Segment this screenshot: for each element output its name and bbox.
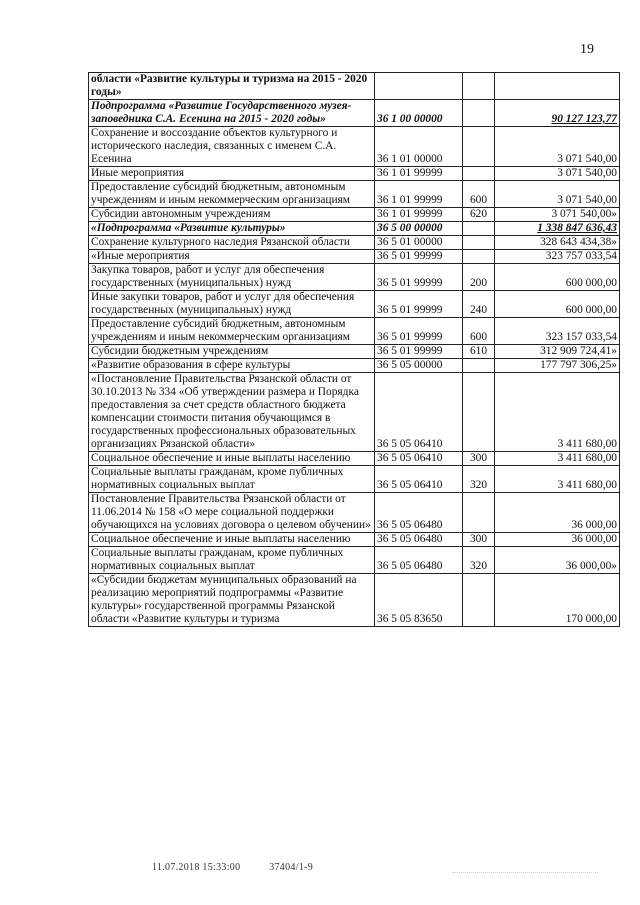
row-kind-cell — [463, 127, 495, 167]
row-kind-cell — [463, 100, 495, 127]
row-sum-cell: 328 643 434,38» — [495, 236, 620, 250]
table-row — [89, 73, 620, 100]
table-row — [89, 222, 620, 236]
table-row — [89, 291, 620, 318]
row-code-cell: 36 5 01 99999 — [375, 318, 463, 345]
row-code-cell: 36 5 01 99999 — [375, 250, 463, 264]
row-code-cell: 36 5 05 06410 — [375, 452, 463, 466]
row-name-cell: области «Развитие культуры и туризма на 2015 - 2020 годы» — [89, 73, 375, 100]
row-kind-cell — [463, 222, 495, 236]
row-sum-cell: 90 127 123,77 — [495, 100, 620, 127]
row-sum-cell: 323 757 033,54 — [495, 250, 620, 264]
table-row — [89, 452, 620, 466]
row-code-cell: 36 5 05 06480 — [375, 533, 463, 547]
faint-stamp — [452, 862, 598, 873]
row-kind-cell — [463, 167, 495, 181]
row-kind-cell: 320 — [463, 466, 495, 493]
row-name-cell: Иные мероприятия — [89, 167, 375, 181]
row-sum-cell — [495, 73, 620, 100]
row-kind-cell: 320 — [463, 547, 495, 574]
row-name-cell: Сохранение культурного наследия Рязанской области — [89, 236, 375, 250]
table-row — [89, 493, 620, 533]
footer — [152, 862, 339, 873]
row-sum-cell: 600 000,00 — [495, 291, 620, 318]
table-row — [89, 167, 620, 181]
row-sum-cell: 3 071 540,00 — [495, 181, 620, 208]
row-sum-cell: 36 000,00 — [495, 493, 620, 533]
row-name-cell: Субсидии автономным учреждениям — [89, 208, 375, 222]
row-code-cell: 36 5 01 99999 — [375, 345, 463, 359]
row-code-cell: 36 1 01 00000 — [375, 127, 463, 167]
row-kind-cell: 300 — [463, 452, 495, 466]
table-row — [89, 127, 620, 167]
row-sum-cell: 3 411 680,00 — [495, 452, 620, 466]
row-sum-cell: 3 071 540,00 — [495, 167, 620, 181]
row-code-cell: 36 5 01 99999 — [375, 291, 463, 318]
row-code-cell: 36 5 05 00000 — [375, 359, 463, 373]
table-row — [89, 100, 620, 127]
row-kind-cell: 610 — [463, 345, 495, 359]
row-code-cell: 36 1 01 99999 — [375, 181, 463, 208]
row-code-cell: 36 5 05 06480 — [375, 493, 463, 533]
row-code-cell: 36 5 00 00000 — [375, 222, 463, 236]
row-name-cell: Предоставление субсидий бюджетным, автономным учреждениям и иным некоммерческим организациям — [89, 181, 375, 208]
row-sum-cell: 170 000,00 — [495, 574, 620, 627]
row-sum-cell: 3 071 540,00 — [495, 127, 620, 167]
row-code-cell: 36 5 05 06410 — [375, 466, 463, 493]
row-name-cell: Подпрограмма «Развитие Государственного музея-заповедника С.А. Есенина на 2015 - 2020 годы» — [89, 100, 375, 127]
row-kind-cell: 600 — [463, 181, 495, 208]
row-code-cell — [375, 73, 463, 100]
row-code-cell: 36 5 01 00000 — [375, 236, 463, 250]
row-sum-cell: 177 797 306,25» — [495, 359, 620, 373]
budget-table — [88, 72, 620, 627]
footer-timestamp: 11.07.2018 15:33:00 — [152, 862, 241, 873]
row-kind-cell — [463, 373, 495, 452]
row-code-cell: 36 5 05 83650 — [375, 574, 463, 627]
row-sum-cell: 3 411 680,00 — [495, 466, 620, 493]
row-sum-cell: 3 411 680,00 — [495, 373, 620, 452]
table-row — [89, 373, 620, 452]
row-code-cell: 36 1 01 99999 — [375, 167, 463, 181]
table-row — [89, 345, 620, 359]
row-sum-cell: 36 000,00 — [495, 533, 620, 547]
row-kind-cell — [463, 574, 495, 627]
row-kind-cell — [463, 359, 495, 373]
row-name-cell: «Субсидии бюджетам муниципальных образований на реализацию мероприятий подпрограммы «Развитие культуры» государственной программы Рязанской области «Развитие культуры и туризма — [89, 574, 375, 627]
row-name-cell: Иные закупки товаров, работ и услуг для обеспечения государственных (муниципальных) нужд — [89, 291, 375, 318]
row-name-cell: Сохранение и воссоздание объектов культурного и исторического наследия, связанных с именем С.А. Есенина — [89, 127, 375, 167]
table-row — [89, 466, 620, 493]
row-code-cell: 36 5 05 06410 — [375, 373, 463, 452]
row-sum-cell: 3 071 540,00» — [495, 208, 620, 222]
row-name-cell: Постановление Правительства Рязанской области от 11.06.2014 № 158 «О мере социальной поддержки обучающихся на условиях договора о целевом обучении» — [89, 493, 375, 533]
row-kind-cell: 620 — [463, 208, 495, 222]
row-kind-cell — [463, 250, 495, 264]
row-name-cell: «Иные мероприятия — [89, 250, 375, 264]
table-row — [89, 318, 620, 345]
row-sum-cell: 36 000,00» — [495, 547, 620, 574]
row-kind-cell: 200 — [463, 264, 495, 291]
row-name-cell: Социальное обеспечение и иные выплаты населению — [89, 452, 375, 466]
row-name-cell: «Подпрограмма «Развитие культуры» — [89, 222, 375, 236]
row-code-cell: 36 1 00 00000 — [375, 100, 463, 127]
table-row — [89, 236, 620, 250]
row-code-cell: 36 5 01 99999 — [375, 264, 463, 291]
table-row — [89, 208, 620, 222]
row-sum-cell: 312 909 724,41» — [495, 345, 620, 359]
table-row — [89, 250, 620, 264]
row-code-cell: 36 5 05 06480 — [375, 547, 463, 574]
row-kind-cell: 300 — [463, 533, 495, 547]
row-kind-cell: 240 — [463, 291, 495, 318]
row-code-cell: 36 1 01 99999 — [375, 208, 463, 222]
row-kind-cell — [463, 493, 495, 533]
row-name-cell: Социальные выплаты гражданам, кроме публичных нормативных социальных выплат — [89, 466, 375, 493]
footer-doc-number: 37404/1-9 — [269, 862, 314, 873]
row-name-cell: Предоставление субсидий бюджетным, автономным учреждениям и иным некоммерческим организациям — [89, 318, 375, 345]
table-row — [89, 359, 620, 373]
row-name-cell: Субсидии бюджетным учреждениям — [89, 345, 375, 359]
row-kind-cell — [463, 236, 495, 250]
table-row — [89, 574, 620, 627]
page-number: 19 — [580, 42, 594, 57]
table-row — [89, 264, 620, 291]
row-name-cell: Социальное обеспечение и иные выплаты населению — [89, 533, 375, 547]
row-sum-cell: 323 157 033,54 — [495, 318, 620, 345]
row-sum-cell: 1 338 847 636,43 — [495, 222, 620, 236]
table-row — [89, 533, 620, 547]
table-row — [89, 181, 620, 208]
row-name-cell: «Постановление Правительства Рязанской области от 30.10.2013 № 334 «Об утверждении размера и Порядка предоставления за счет средств областного бюджета компенсации стоимости питания обучающимся в государственных профессиональных образовательных организациях Рязанской области» — [89, 373, 375, 452]
row-name-cell: Закупка товаров, работ и услуг для обеспечения государственных (муниципальных) нужд — [89, 264, 375, 291]
table-row — [89, 547, 620, 574]
row-kind-cell: 600 — [463, 318, 495, 345]
row-name-cell: Социальные выплаты гражданам, кроме публичных нормативных социальных выплат — [89, 547, 375, 574]
row-kind-cell — [463, 73, 495, 100]
row-name-cell: «Развитие образования в сфере культуры — [89, 359, 375, 373]
row-sum-cell: 600 000,00 — [495, 264, 620, 291]
